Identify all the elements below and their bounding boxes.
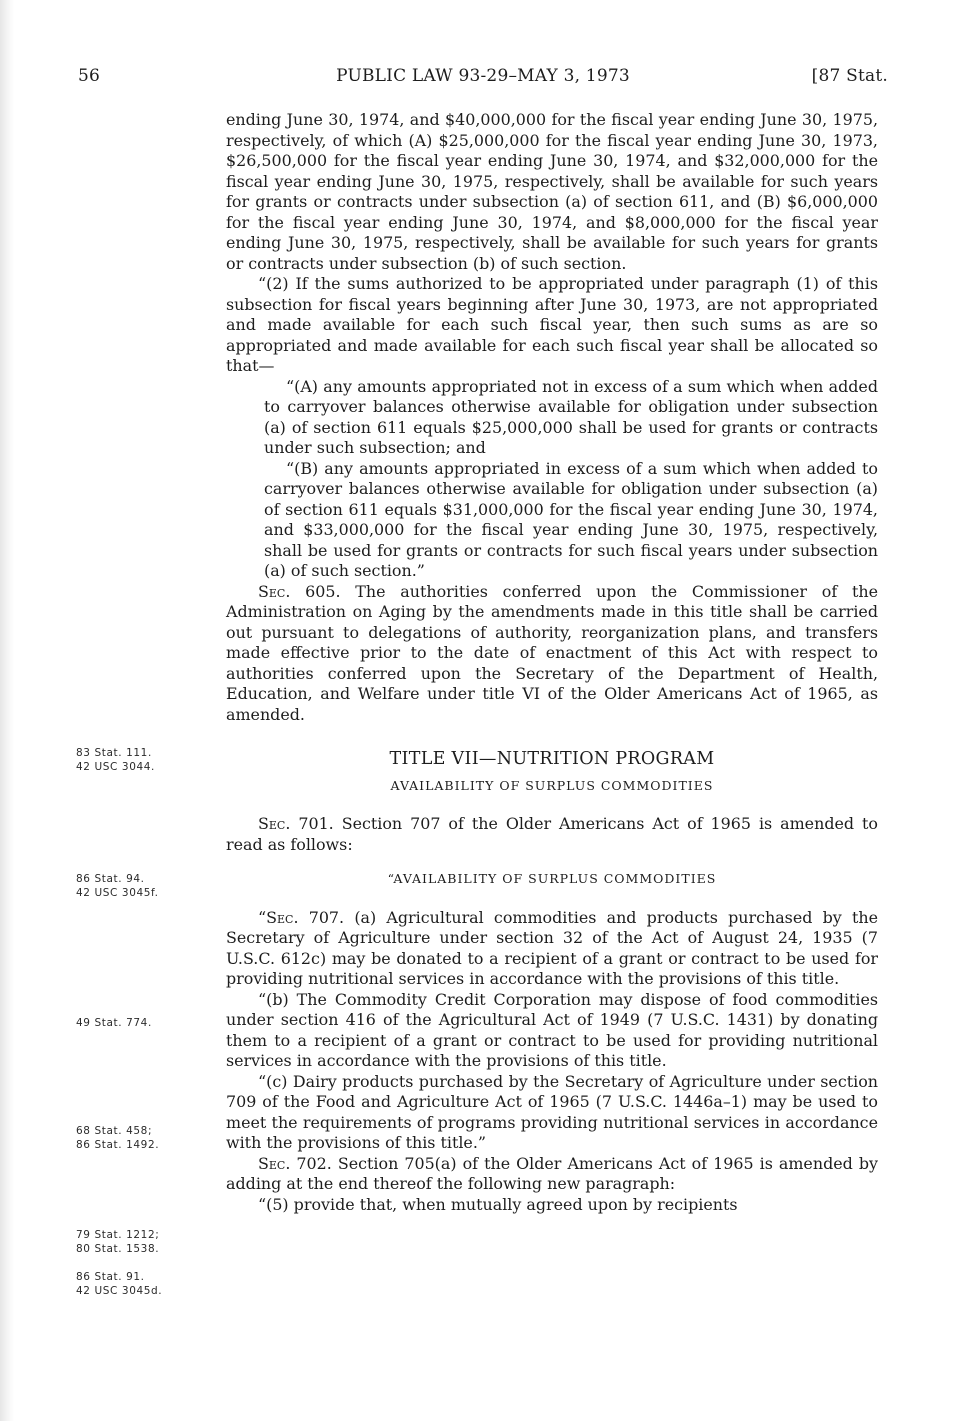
margin-note: 49 Stat. 774. (76, 1017, 152, 1029)
section-label: Sec. 701. (258, 814, 334, 833)
section-label: Sec. 702. (258, 1153, 332, 1173)
body-text (226, 110, 878, 1215)
section-702 (226, 1154, 878, 1195)
quoted-heading: “AVAILABILITY OF SURPLUS COMMODITIES (387, 871, 717, 886)
section-text: (a) Agricultural commodities and products purchased by the Secretary of Agriculture under section 32 of the Act of August 24, 1935 (7 U.S.C. 612c) may be donated to a recipient of a grant or contract to be used for providing nutritional services in accordance with the provisions of this title. (226, 907, 878, 988)
margin-note: 68 Stat. 458; 86 Stat. 1492. (76, 1125, 160, 1151)
margin-note: 86 Stat. 94. 42 USC 3045f. (76, 873, 159, 899)
page-number: 56 (78, 66, 101, 86)
paragraph-2: “(2) If the sums authorized to be appropriated under paragraph (1) of this subsection for fiscal years beginning after June 30, 1973, are not appropriated and made available for each such fiscal year, then such sums as are so appropriated and made available for each such fiscal year shall be allocated so that— (226, 274, 878, 375)
section-707a (226, 908, 878, 990)
clause-a: “(A) any amounts appropriated not in excess of a sum which when added to carryover balances otherwise available for obligation under subsection (a) of section 611 equals $25,000,000 shall be used for grants or contracts under such subsection; and (264, 376, 878, 457)
section-701 (226, 814, 878, 855)
title-heading: TITLE VII—NUTRITION PROGRAM (389, 749, 715, 769)
section-heading: AVAILABILITY OF SURPLUS COMMODITIES (390, 777, 714, 793)
margin-notes (0, 0, 220, 1421)
margin-note: 86 Stat. 91. 42 USC 3045d. (76, 1271, 163, 1297)
paragraph-5: “(5) provide that, when mutually agreed upon by recipients (258, 1194, 738, 1214)
section-label: “Sec. 707. (258, 907, 345, 927)
section-text: Section 707 of the Older Americans Act of 1965 is amended to read as follows: (226, 814, 878, 854)
section-707c: “(c) Dairy products purchased by the Secretary of Agriculture under section 709 of the Food and Agriculture Act of 1965 (7 U.S.C. 1446a–1) may be used to meet the requirements of programs providing nutritional services in accordance with the provisions of this title.” (226, 1071, 878, 1152)
clause-b: “(B) any amounts appropriated in excess of a sum which when added to carryover balances otherwise available for obligation under subsection (a) of section 611 equals $31,000,000 for the fiscal year ending June 30, 1974, and $33,000,000 for the fiscal year ending June 30, 1975, respectively, shall be used for grants or contracts for such fiscal years under subsection (a) of such section.” (264, 458, 878, 580)
statute-volume: [87 Stat. (811, 66, 888, 86)
section-label: Sec. 605. (258, 581, 341, 601)
margin-note: 79 Stat. 1212; 80 Stat. 1538. (76, 1229, 160, 1255)
section-707b: “(b) The Commodity Credit Corporation may dispose of food commodities under section 416 of the Agricultural Act of 1949 (7 U.S.C. 1431) by donating them to a recipient of a grant or contract to be used for providing nutritional services in accordance with the provisions of this title. (226, 989, 878, 1070)
section-text: Section 705(a) of the Older Americans Act of 1965 is amended by adding at the end thereof the following new paragraph: (226, 1153, 878, 1193)
section-605 (226, 582, 878, 726)
running-title: PUBLIC LAW 93-29–MAY 3, 1973 (336, 66, 630, 86)
section-text: The authorities conferred upon the Commissioner of the Administration on Aging by the amendments made in this title shall be carried out pursuant to delegations of authority, reorganization plans, and transfers made effective prior to the date of enactment of this Act with respect to authorities conferred upon the Secretary of the Department of Health, Education, and Welfare under title VI of the Older Americans Act of 1965, as amended. (226, 581, 878, 724)
paragraph-continued: ending June 30, 1974, and $40,000,000 for the fiscal year ending June 30, 1975, respectively, of which (A) $25,000,000 for the fiscal year ending June 30, 1973, $26,500,000 for the fiscal year ending June 30, 1974, and $32,000,000 for the fiscal year ending June 30, 1975, respectively, shall be available for such years for grants or contracts under subsection (a) of section 611, and (B) $6,000,000 for the fiscal year ending June 30, 1974, and $8,000,000 for the fiscal year ending June 30, 1975, respectively, shall be available for such years for grants or contracts under subsection (b) of such section. (226, 110, 878, 273)
margin-note: 83 Stat. 111. 42 USC 3044. (76, 747, 155, 773)
